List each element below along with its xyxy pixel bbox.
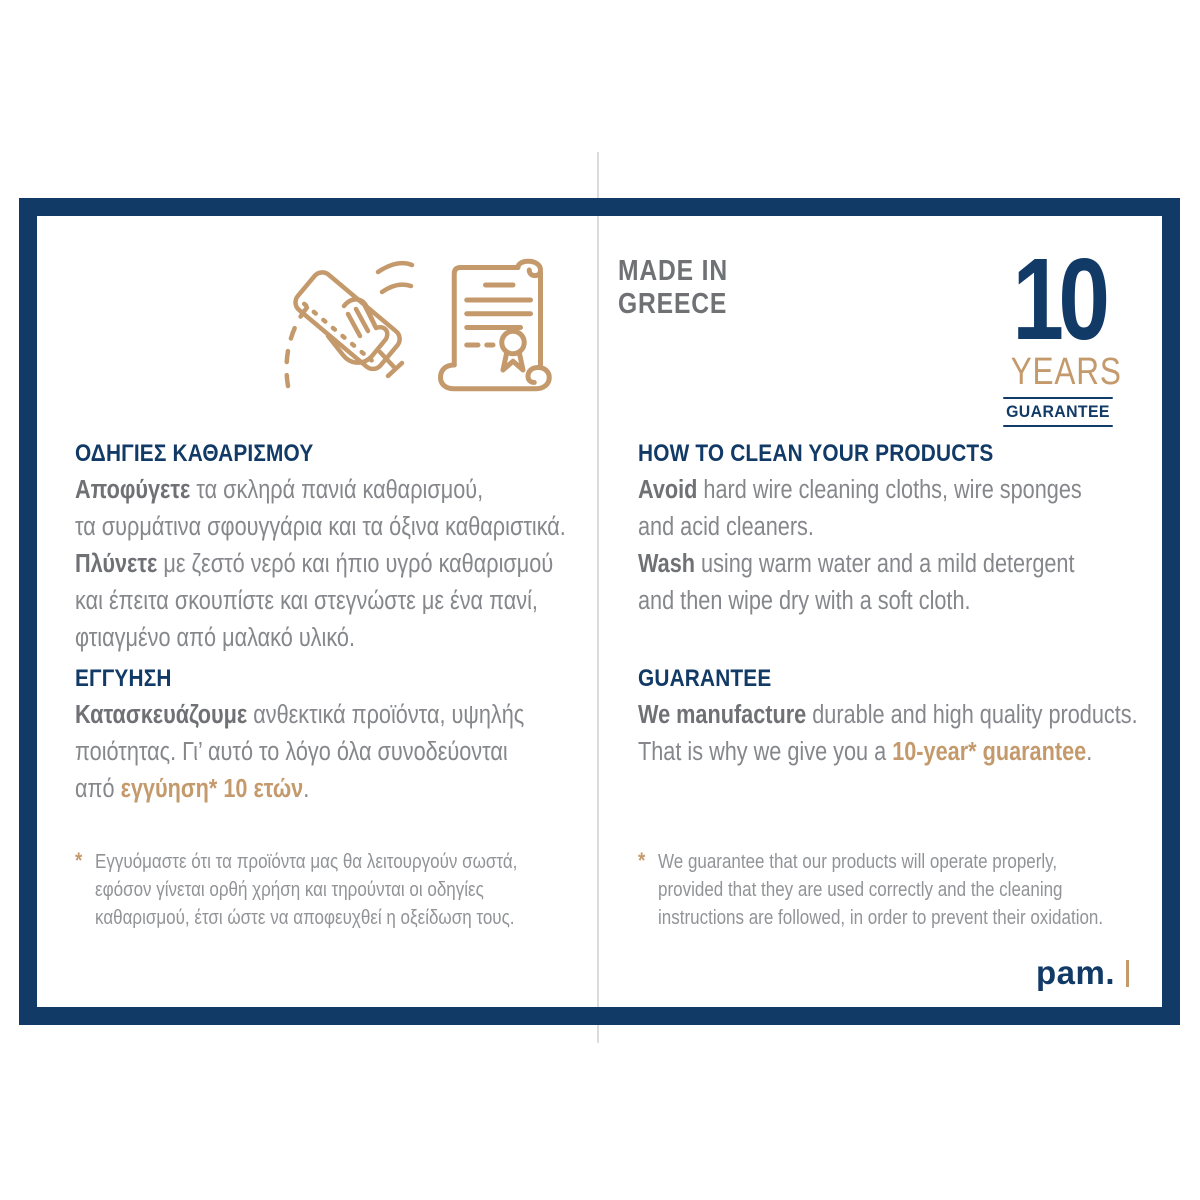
badge-guarantee-label: GUARANTEE [1003, 397, 1112, 427]
made-in-line2: GREECE [618, 288, 728, 320]
text-line: από [75, 775, 121, 803]
certificate-scroll-icon [433, 255, 563, 395]
text-line: Εγγυόμαστε ότι τα προϊόντα μας θα λειτουργούν σωστά, [95, 851, 518, 873]
text-line: instructions are followed, in order to prevent their oxidation. [658, 907, 1104, 929]
text-line: using warm water and a mild detergent [695, 550, 1075, 578]
guarantee-badge [1001, 234, 1122, 427]
made-in-line1: MADE IN [618, 255, 729, 287]
heading-guarantee-gr: ΕΓΓΥΗΣΗ [75, 665, 172, 692]
text-line: and acid cleaners. [638, 513, 814, 541]
heading-cleaning-gr: ΟΔΗΓΙΕΣ ΚΑΘΑΡΙΣΜΟΥ [75, 440, 314, 467]
heading-cleaning-en: HOW TO CLEAN YOUR PRODUCTS [638, 440, 994, 467]
badge-years-label: YEARS [1010, 351, 1122, 393]
footnote-en [638, 848, 1103, 932]
cleaning-instructions-gr [75, 472, 566, 657]
lead-word: Wash [638, 550, 696, 578]
footnote-gr [75, 848, 517, 932]
guarantee-text-gr [75, 697, 524, 808]
text-line: . [303, 775, 310, 803]
lead-word: We manufacture [638, 701, 807, 729]
highlight-10-years-gr: εγγύηση* 10 ετών [120, 775, 304, 803]
brand-logo-text: pam. [1036, 954, 1116, 991]
lead-word: Κατασκευάζουμε [75, 701, 248, 729]
text-line: durable and high quality products. [806, 701, 1138, 729]
lead-word: Αποφύγετε [75, 476, 191, 504]
tan-vertical-bar-icon [1126, 960, 1129, 987]
cleaning-instructions-en [638, 472, 1082, 620]
text-line: εφόσον γίνεται ορθή χρήση και τηρούνται οι οδηγίες [95, 879, 484, 901]
text-line: . [1086, 738, 1093, 766]
text-line: hard wire cleaning cloths, wire sponges [697, 476, 1082, 504]
text-line: με ζεστό νερό και ήπιο υγρό καθαρισμού [157, 550, 554, 578]
text-line: ανθεκτικά προϊόντα, υψηλής [247, 701, 525, 729]
footnote-text [658, 848, 1103, 932]
hand-wipe-cloth-icon [278, 248, 426, 398]
made-in-origin [618, 255, 728, 321]
text-line: τα συρμάτινα σφουγγάρια και τα όξινα καθαριστικά. [75, 513, 566, 541]
text-line: ποιότητας. Γι’ αυτό το λόγο όλα συνοδεύονται [75, 738, 508, 766]
text-line: καθαρισμού, έτσι ώστε να αποφευχθεί η οξείδωση τους. [95, 907, 515, 929]
brand-logo [1036, 954, 1129, 992]
highlight-10-year-en: 10-year* guarantee [892, 738, 1087, 766]
guarantee-text-en [638, 697, 1138, 771]
asterisk: * [638, 848, 646, 873]
lead-word: Avoid [638, 476, 698, 504]
asterisk: * [75, 848, 83, 873]
text-line: We guarantee that our products will operate properly, [658, 851, 1058, 873]
text-line: τα σκληρά πανιά καθαρισμού, [190, 476, 484, 504]
text-line: and then wipe dry with a soft cloth. [638, 587, 971, 615]
heading-guarantee-en: GUARANTEE [638, 665, 772, 692]
text-line: provided that they are used correctly and the cleaning [658, 879, 1063, 901]
badge-number: 10 [1012, 234, 1105, 364]
lead-word: Πλύνετε [75, 550, 158, 578]
text-line: φτιαγμένο από μαλακό υλικό. [75, 624, 355, 652]
text-line: και έπειτα σκουπίστε και στεγνώστε με ένα πανί, [75, 587, 538, 615]
text-line: That is why we give you a [638, 738, 893, 766]
footnote-text [95, 848, 517, 932]
